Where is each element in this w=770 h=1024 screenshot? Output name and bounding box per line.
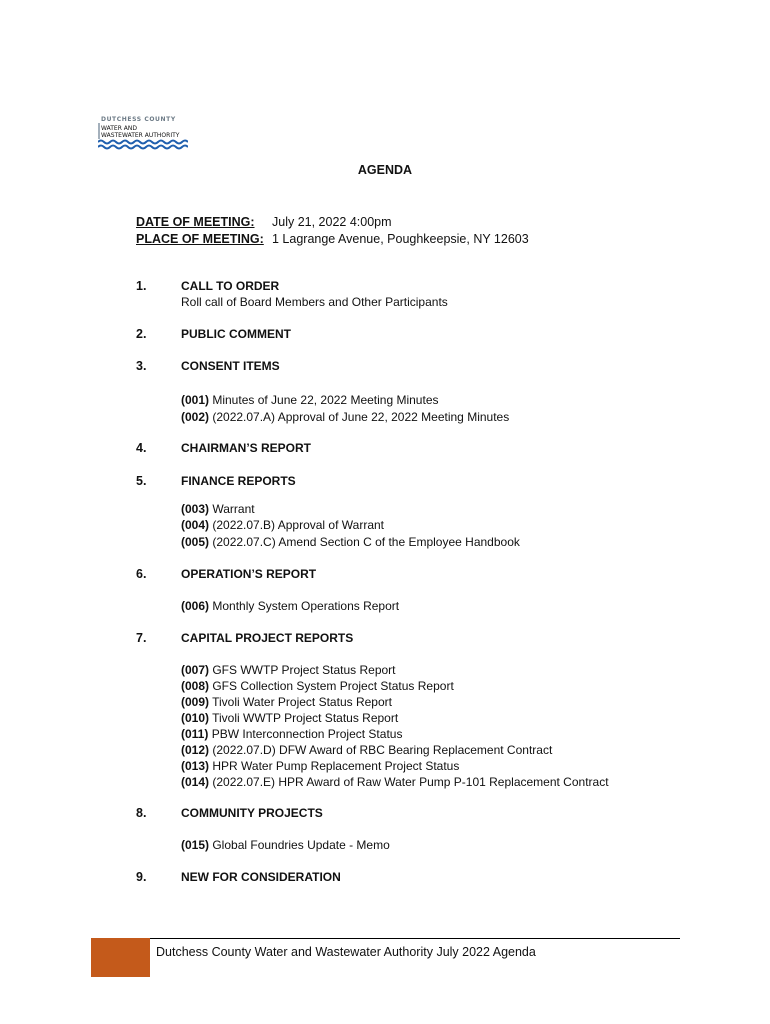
section-number: 8. <box>136 806 147 820</box>
footer-accent-box <box>91 938 150 977</box>
agenda-item: (006) Monthly System Operations Report <box>181 599 400 613</box>
agenda-item: (004) (2022.07.B) Approval of Warrant <box>181 518 384 532</box>
section-number: 2. <box>136 327 147 341</box>
agenda-item: Roll call of Board Members and Other Participants <box>181 295 448 309</box>
section-number: 7. <box>136 631 147 645</box>
agenda-item: (011) PBW Interconnection Project Status <box>181 727 403 741</box>
section-heading: COMMUNITY PROJECTS <box>181 806 323 820</box>
page-title: AGENDA <box>357 163 413 177</box>
agenda-item: (013) HPR Water Pump Replacement Project Status <box>181 759 460 773</box>
section-heading: CAPITAL PROJECT REPORTS <box>181 631 354 645</box>
agenda-item: (005) (2022.07.C) Amend Section C of the Employee Handbook <box>181 535 520 549</box>
section-number: 1. <box>136 279 147 293</box>
section-number: 6. <box>136 567 147 581</box>
section-heading: NEW FOR CONSIDERATION <box>181 870 341 884</box>
logo-line-3: WASTEWATER AUTHORITY <box>101 132 180 139</box>
section-heading: OPERATION’S REPORT <box>181 567 317 581</box>
agenda-item: (001) Minutes of June 22, 2022 Meeting Minutes <box>181 393 439 407</box>
section-number: 3. <box>136 359 147 373</box>
section-number: 9. <box>136 870 147 884</box>
agenda-item: (014) (2022.07.E) HPR Award of Raw Water Pump P-101 Replacement Contract <box>181 775 609 789</box>
waves-icon <box>98 139 188 151</box>
section-heading: CHAIRMAN’S REPORT <box>181 441 312 455</box>
section-heading: PUBLIC COMMENT <box>181 327 291 341</box>
place-label: PLACE OF MEETING: <box>136 232 264 246</box>
agenda-item: (003) Warrant <box>181 502 255 516</box>
footer-text: Dutchess County Water and Wastewater Authority July 2022 Agenda <box>156 945 536 959</box>
logo-line-1: DUTCHESS COUNTY <box>101 116 176 123</box>
agenda-item: (007) GFS WWTP Project Status Report <box>181 663 396 677</box>
date-value: July 21, 2022 4:00pm <box>272 215 392 229</box>
agenda-item: (009) Tivoli Water Project Status Report <box>181 695 392 709</box>
authority-logo <box>98 116 190 152</box>
section-heading: CALL TO ORDER <box>181 279 280 293</box>
date-label: DATE OF MEETING: <box>136 215 255 229</box>
agenda-item: (008) GFS Collection System Project Status Report <box>181 679 454 693</box>
section-number: 5. <box>136 474 147 488</box>
place-value: 1 Lagrange Avenue, Poughkeepsie, NY 12603 <box>272 232 529 246</box>
section-heading: FINANCE REPORTS <box>181 474 296 488</box>
footer-divider <box>150 938 680 939</box>
logo-line-2: WATER AND <box>101 125 137 132</box>
agenda-item: (002) (2022.07.A) Approval of June 22, 2022 Meeting Minutes <box>181 410 510 424</box>
agenda-item: (010) Tivoli WWTP Project Status Report <box>181 711 399 725</box>
agenda-item: (012) (2022.07.D) DFW Award of RBC Bearing Replacement Contract <box>181 743 553 757</box>
section-number: 4. <box>136 441 147 455</box>
section-heading: CONSENT ITEMS <box>181 359 280 373</box>
agenda-item: (015) Global Foundries Update - Memo <box>181 838 390 852</box>
